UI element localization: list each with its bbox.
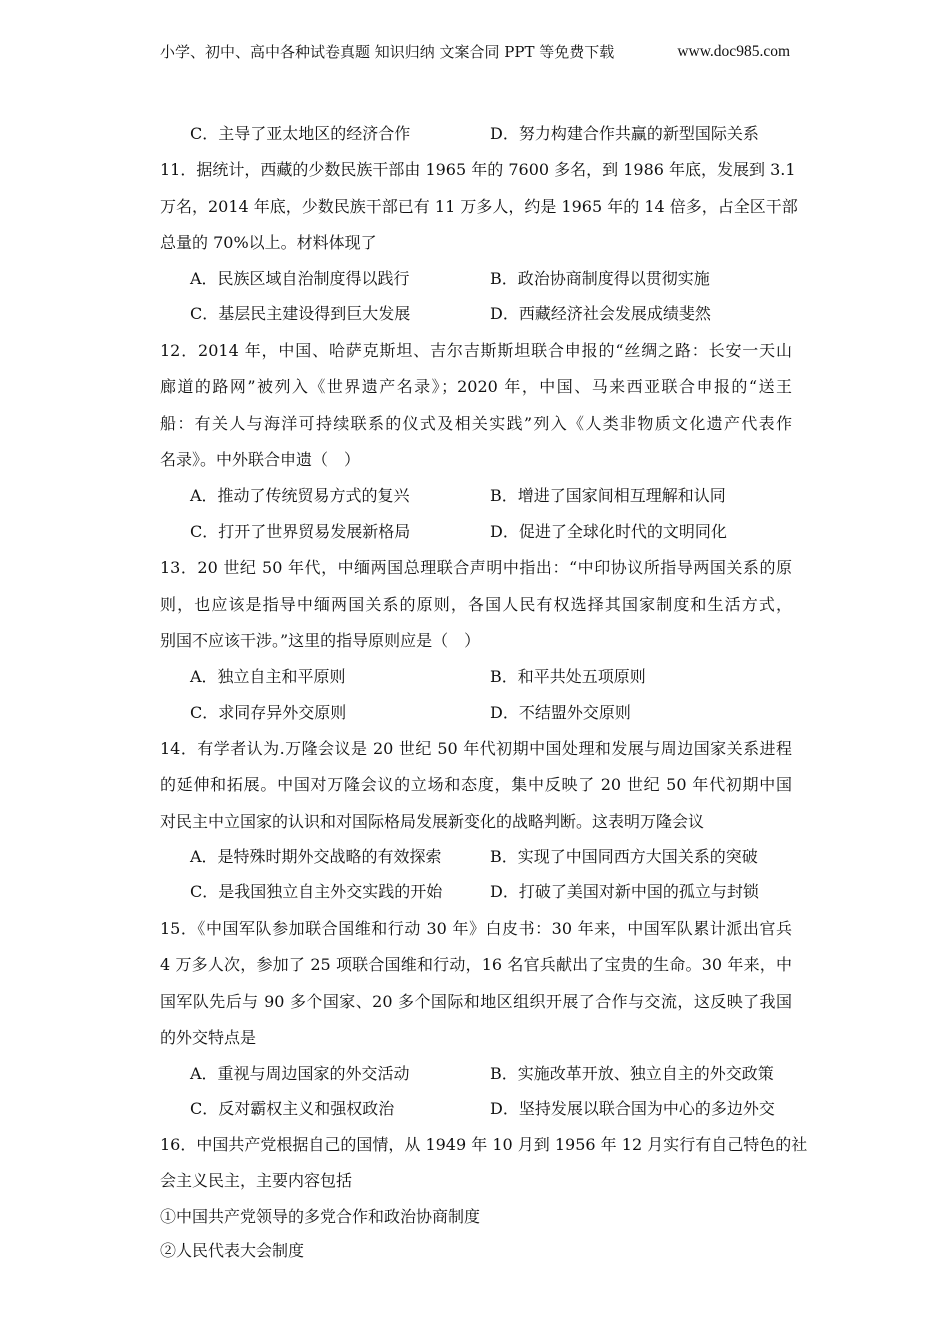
q14-option-d: D．打破了美国对新中国的孤立与封锁 [490, 882, 759, 901]
q11-option-c: C．基层民主建设得到巨大发展 [190, 304, 411, 323]
q12-option-a: A．推动了传统贸易方式的复兴 [190, 486, 410, 505]
q11-option-a: A．民族区域自治制度得以践行 [190, 269, 410, 288]
q10-option-d: D．努力构建合作共赢的新型国际关系 [490, 124, 759, 143]
q14-option-b: B．实现了中国同西方大国关系的突破 [490, 847, 758, 866]
q11-option-d: D．西藏经济社会发展成绩斐然 [490, 304, 711, 323]
q11-stem-line-1: 11．据统计，西藏的少数民族干部由 1965 年的 7600 多名，到 1986 年底，发展到 3.1 [160, 160, 796, 179]
q13-option-b: B．和平共处五项原则 [490, 667, 646, 686]
q13-option-c: C．求同存异外交原则 [190, 703, 347, 722]
q15-option-a: A．重视与周边国家的外交活动 [190, 1064, 410, 1083]
q11-stem-line-3: 总量的 70%以上。材料体现了 [160, 233, 377, 252]
q13-stem-line-2: 则，也应该是指导中缅两国关系的原则，各国人民有权选择其国家制度和生活方式， [160, 595, 792, 614]
q16-stem-line-2: 会主义民主，主要内容包括 [160, 1171, 353, 1190]
q11-stem-line-2: 万名，2014 年底，少数民族干部已有 11 万多人，约是 1965 年的 14 倍多，占全区干部 [160, 197, 798, 216]
q13-stem-line-3: 别国不应该干涉。”这里的指导原则应是（ ） [160, 631, 481, 650]
q15-stem-line-4: 的外交特点是 [160, 1028, 257, 1047]
header-site-url[interactable]: www.doc985.com [677, 43, 790, 60]
q12-stem-line-3: 船：有关人与海洋可持续联系的仪式及相关实践”列入《人类非物质文化遗产代表作 [160, 414, 792, 433]
q14-stem-line-1: 14．有学者认为.万隆会议是 20 世纪 50 年代初期中国处理和发展与周边国家关系进程 [160, 739, 792, 758]
q16-stem-line-1: 16．中国共产党根据自己的国情，从 1949 年 10 月到 1956 年 12 月实行有自己特色的社 [160, 1135, 808, 1154]
q12-stem-line-4: 名录》。中外联合申遗（ ） [160, 450, 361, 469]
header-site-description: 小学、初中、高中各种试卷真题 知识归纳 文案合同 PPT 等免费下载 [160, 43, 615, 61]
q13-stem-line-1: 13．20 世纪 50 年代，中缅两国总理联合声明中指出：“中印协议所指导两国关系的原 [160, 558, 792, 577]
q10-option-c: C．主导了亚太地区的经济合作 [190, 124, 411, 143]
q11-option-b: B．政治协商制度得以贯彻实施 [490, 269, 710, 288]
q13-option-d: D．不结盟外交原则 [490, 703, 631, 722]
q12-option-d: D．促进了全球化时代的文明同化 [490, 522, 727, 541]
q14-stem-line-3: 对民主中立国家的认识和对国际格局发展新变化的战略判断。这表明万隆会议 [160, 812, 705, 831]
q13-option-a: A．独立自主和平原则 [190, 667, 346, 686]
q12-option-b: B．增进了国家间相互理解和认同 [490, 486, 726, 505]
q12-stem-line-1: 12．2014 年，中国、哈萨克斯坦、吉尔吉斯斯坦联合申报的“丝绸之路：长安一天山 [160, 341, 792, 360]
q14-option-c: C．是我国独立自主外交实践的开始 [190, 882, 443, 901]
q14-option-a: A．是特殊时期外交战略的有效探索 [190, 847, 442, 866]
q15-option-b: B．实施改革开放、独立自主的外交政策 [490, 1064, 774, 1083]
q12-option-c: C．打开了世界贸易发展新格局 [190, 522, 411, 541]
page-header [160, 40, 790, 64]
q16-item-1: ①中国共产党领导的多党合作和政治协商制度 [160, 1207, 481, 1226]
q15-stem-line-3: 国军队先后与 90 多个国家、20 多个国际和地区组织开展了合作与交流，这反映了我国 [160, 992, 792, 1011]
q12-stem-line-2: 廊道的路网”被列入《世界遗产名录》；2020 年，中国、马来西亚联合申报的“送王 [160, 377, 792, 396]
q15-stem-line-2: 4 万多人次，参加了 25 项联合国维和行动，16 名官兵献出了宝贵的生命。30 年来，中 [160, 955, 792, 974]
q15-option-d: D．坚持发展以联合国为中心的多边外交 [490, 1099, 775, 1118]
q15-option-c: C．反对霸权主义和强权政治 [190, 1099, 395, 1118]
q14-stem-line-2: 的延伸和拓展。中国对万隆会议的立场和态度，集中反映了 20 世纪 50 年代初期中国 [160, 775, 792, 794]
q15-stem-line-1: 15．《中国军队参加联合国维和行动 30 年》白皮书：30 年来，中国军队累计派出官兵 [160, 919, 792, 938]
q16-item-2: ②人民代表大会制度 [160, 1241, 305, 1260]
